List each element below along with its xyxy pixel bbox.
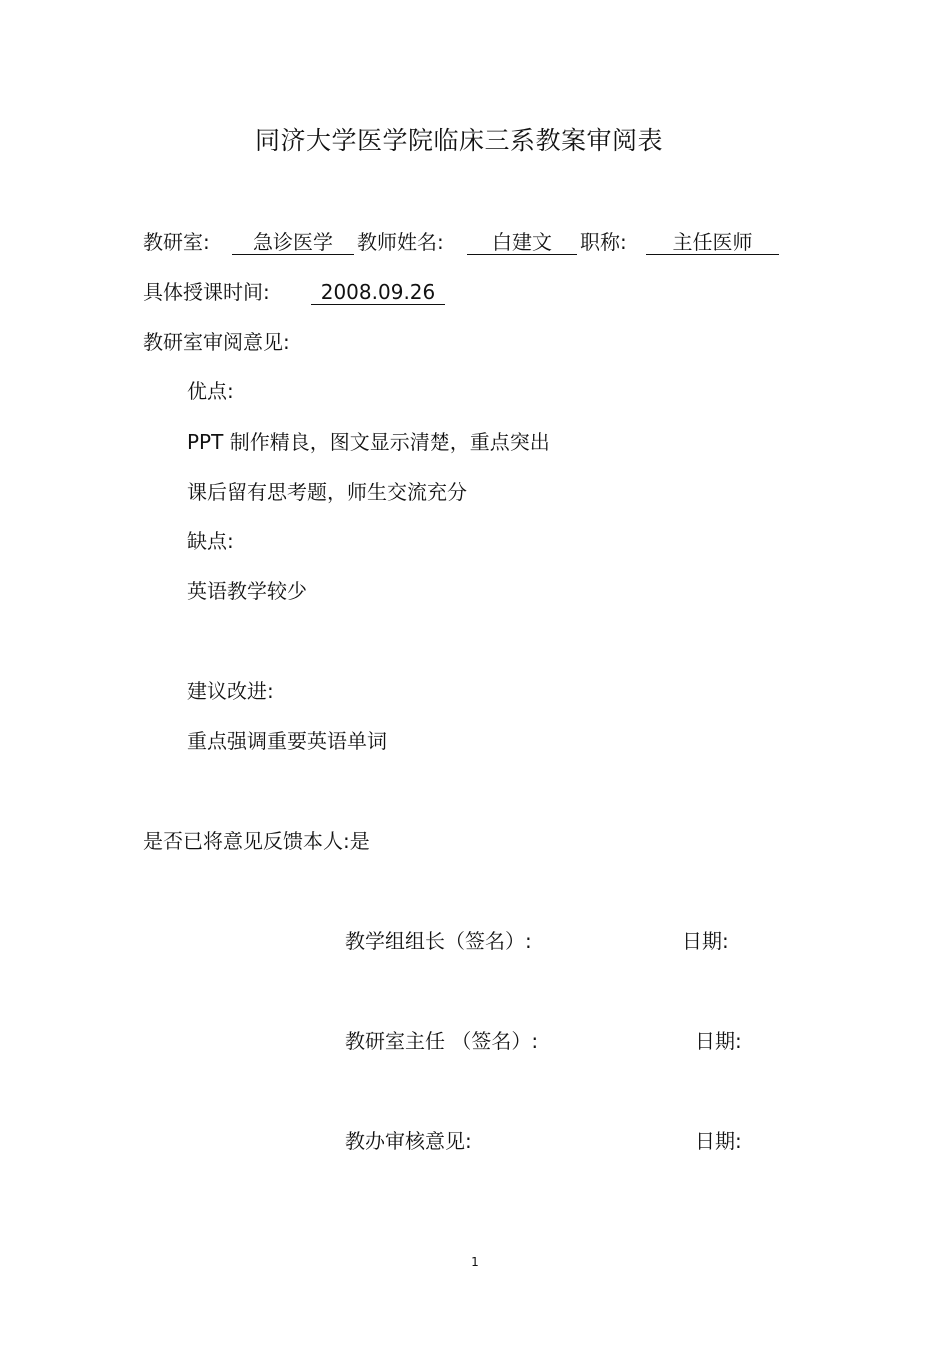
cons-item: 英语教学较少 (187, 579, 307, 603)
feedback-value: 是 (349, 829, 370, 853)
review-heading: 教研室审阅意见: (143, 330, 290, 354)
signature-date-label: 日期: (695, 1129, 742, 1153)
rank-value: 主任医师 (646, 232, 779, 255)
feedback-row (143, 831, 370, 851)
signature-date-label: 日期: (695, 1029, 742, 1053)
feedback-label: 是否已将意见反馈本人: (143, 829, 350, 853)
cons-label: 缺点: (187, 529, 234, 553)
signature-role-dept-head: 教研室主任 （签名）: (345, 1029, 539, 1053)
dept-label: 教研室: (143, 230, 210, 254)
teacher-label: 教师姓名: (357, 230, 444, 254)
time-label: 具体授课时间: (143, 280, 270, 304)
suggest-label: 建议改进: (187, 679, 274, 703)
pros-label: 优点: (187, 379, 234, 403)
suggest-item: 重点强调重要英语单词 (187, 729, 387, 753)
signature-role-group-leader: 教学组组长（签名）: (345, 929, 532, 953)
page-number: 1 (471, 1255, 479, 1269)
signature-role-teaching-office: 教办审核意见: (345, 1129, 472, 1153)
page-title: 同济大学医学院临床三系教案审阅表 (254, 126, 663, 155)
time-value: 2008.09.26 (311, 282, 445, 305)
teacher-value: 白建文 (467, 232, 577, 255)
pros-item: PPT 制作精良，图文显示清楚，重点突出 (187, 430, 550, 454)
pros-item: 课后留有思考题，师生交流充分 (187, 480, 467, 504)
rank-label: 职称: (580, 230, 627, 254)
signature-date-label: 日期: (682, 929, 729, 953)
dept-value: 急诊医学 (232, 232, 354, 255)
